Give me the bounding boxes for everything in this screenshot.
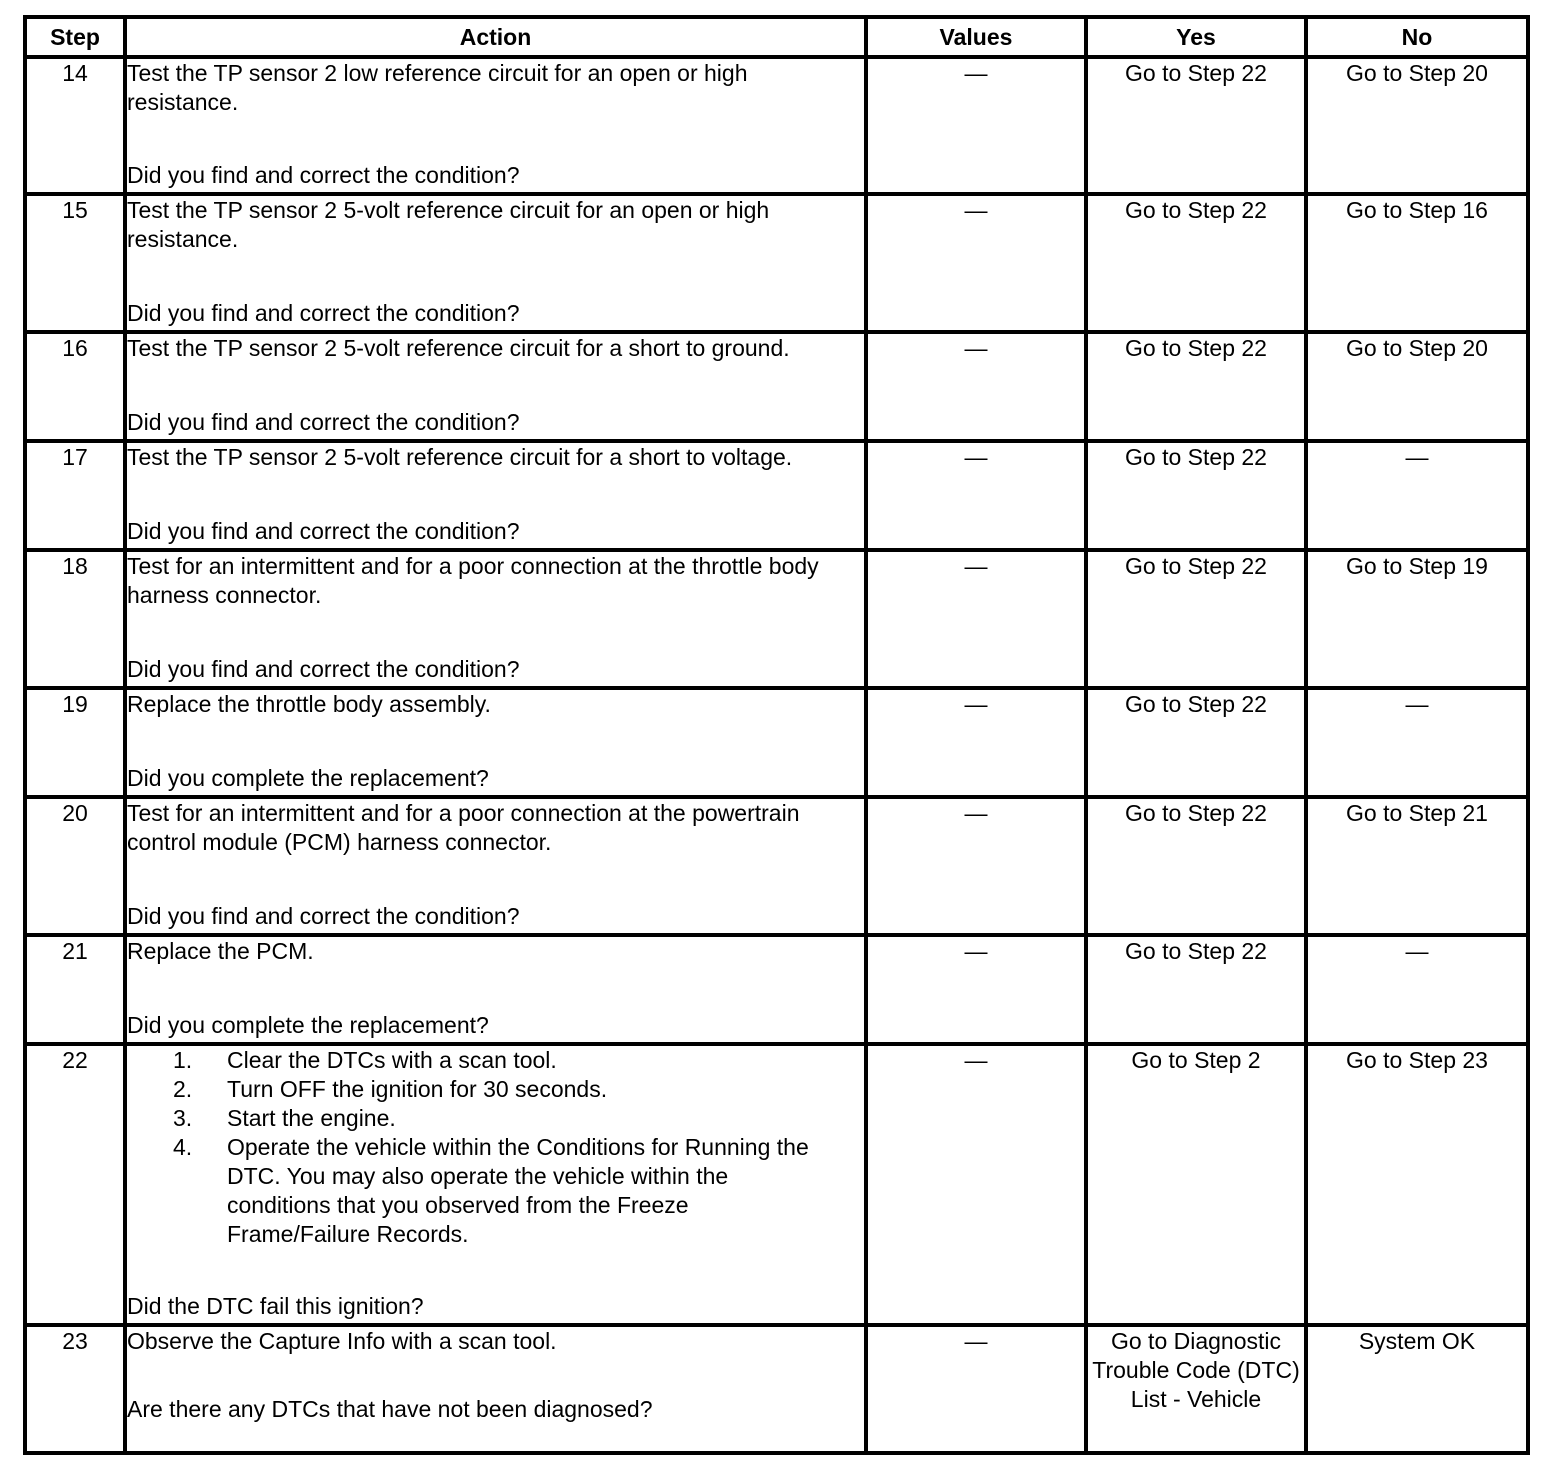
- header-step: Step: [25, 17, 125, 57]
- action-instruction: Test for an intermittent and for a poor connection at the powertrain control module (PCM) harness connector.: [127, 800, 800, 855]
- step-number: 23: [25, 1325, 125, 1453]
- list-item: [127, 1133, 864, 1249]
- action-cell: [125, 688, 866, 797]
- list-item: [127, 1104, 864, 1133]
- list-item-number: 2.: [173, 1076, 193, 1102]
- no-value: System OK: [1306, 1325, 1528, 1453]
- action-question: Did you find and correct the condition?: [127, 656, 520, 682]
- step-number: 15: [25, 194, 125, 332]
- action-question: Did you find and correct the condition?: [127, 162, 520, 188]
- values-cell: —: [866, 688, 1086, 797]
- step-number: 14: [25, 57, 125, 194]
- yes-link[interactable]: Go to Step 22: [1086, 57, 1306, 194]
- values-cell: —: [866, 550, 1086, 688]
- list-item: [127, 1046, 864, 1075]
- list-item-text: Start the engine.: [227, 1105, 396, 1131]
- action-instruction: Test the TP sensor 2 low reference circuit for an open or high resistance.: [127, 60, 748, 115]
- values-cell: —: [866, 1044, 1086, 1325]
- action-cell: [125, 550, 866, 688]
- action-cell: [125, 1044, 866, 1325]
- action-cell: [125, 935, 866, 1044]
- action-instruction: Test the TP sensor 2 5-volt reference circuit for a short to ground.: [127, 335, 790, 361]
- no-link[interactable]: Go to Step 20: [1306, 57, 1528, 194]
- table-row: [25, 332, 1528, 441]
- no-link[interactable]: Go to Step 19: [1306, 550, 1528, 688]
- list-item-text: Turn OFF the ignition for 30 seconds.: [227, 1076, 608, 1102]
- table-row: [25, 57, 1528, 194]
- action-cell: [125, 797, 866, 935]
- step-number: 22: [25, 1044, 125, 1325]
- list-item-text: Operate the vehicle within the Conditions for Running the DTC. You may also operate the vehicle within the conditions that you observed from the Freeze Frame/Failure Records.: [227, 1134, 809, 1247]
- diagnostic-table: [23, 15, 1530, 1455]
- header-yes: Yes: [1086, 17, 1306, 57]
- procedure-list: [127, 1046, 864, 1249]
- yes-link[interactable]: Go to Step 22: [1086, 332, 1306, 441]
- action-question: Did you find and correct the condition?: [127, 409, 520, 435]
- yes-link[interactable]: Go to Step 2: [1086, 1044, 1306, 1325]
- action-question: Did you find and correct the condition?: [127, 903, 520, 929]
- no-link[interactable]: Go to Step 21: [1306, 797, 1528, 935]
- action-cell: [125, 57, 866, 194]
- header-values: Values: [866, 17, 1086, 57]
- action-question: Did the DTC fail this ignition?: [127, 1293, 424, 1319]
- yes-link[interactable]: Go to Step 22: [1086, 550, 1306, 688]
- no-link[interactable]: Go to Step 20: [1306, 332, 1528, 441]
- step-number: 19: [25, 688, 125, 797]
- no-link[interactable]: Go to Step 16: [1306, 194, 1528, 332]
- table-row: [25, 1044, 1528, 1325]
- yes-link[interactable]: Go to Step 22: [1086, 688, 1306, 797]
- table-row: [25, 688, 1528, 797]
- values-cell: —: [866, 194, 1086, 332]
- no-value: —: [1306, 441, 1528, 550]
- step-number: 18: [25, 550, 125, 688]
- table-row: [25, 550, 1528, 688]
- yes-link[interactable]: Go to Step 22: [1086, 194, 1306, 332]
- list-item-number: 3.: [173, 1105, 193, 1131]
- action-instruction: Observe the Capture Info with a scan tool.: [127, 1328, 557, 1354]
- no-value: —: [1306, 935, 1528, 1044]
- step-number: 20: [25, 797, 125, 935]
- table-row: [25, 194, 1528, 332]
- values-cell: —: [866, 332, 1086, 441]
- yes-link[interactable]: Go to Step 22: [1086, 797, 1306, 935]
- header-row: [25, 17, 1528, 57]
- values-cell: —: [866, 935, 1086, 1044]
- list-item-number: 1.: [173, 1047, 193, 1073]
- list-item-text: Clear the DTCs with a scan tool.: [227, 1047, 557, 1073]
- action-instruction: Test for an intermittent and for a poor connection at the throttle body harness connector.: [127, 553, 819, 608]
- action-cell: [125, 194, 866, 332]
- action-instruction: Test the TP sensor 2 5-volt reference circuit for a short to voltage.: [127, 444, 793, 470]
- step-number: 21: [25, 935, 125, 1044]
- action-cell: [125, 441, 866, 550]
- values-cell: —: [866, 797, 1086, 935]
- action-question: Did you find and correct the condition?: [127, 518, 520, 544]
- list-item: [127, 1075, 864, 1104]
- header-no: No: [1306, 17, 1528, 57]
- yes-link[interactable]: Go to Step 22: [1086, 441, 1306, 550]
- values-cell: —: [866, 1325, 1086, 1453]
- action-question: Did you complete the replacement?: [127, 1012, 489, 1038]
- header-action: Action: [125, 17, 866, 57]
- yes-link[interactable]: Go to Step 22: [1086, 935, 1306, 1044]
- values-cell: —: [866, 57, 1086, 194]
- action-question: Are there any DTCs that have not been diagnosed?: [127, 1396, 653, 1422]
- list-item-number: 4.: [173, 1134, 193, 1160]
- values-cell: —: [866, 441, 1086, 550]
- table-row: [25, 797, 1528, 935]
- action-question: Did you find and correct the condition?: [127, 300, 520, 326]
- table-row: [25, 1325, 1528, 1453]
- action-cell: [125, 332, 866, 441]
- action-instruction: Replace the PCM.: [127, 938, 314, 964]
- no-link[interactable]: Go to Step 23: [1306, 1044, 1528, 1325]
- action-instruction: Test the TP sensor 2 5-volt reference circuit for an open or high resistance.: [127, 197, 770, 252]
- action-cell: [125, 1325, 866, 1453]
- action-question: Did you complete the replacement?: [127, 765, 489, 791]
- table-row: [25, 935, 1528, 1044]
- yes-link[interactable]: Go to Diagnostic Trouble Code (DTC) List - Vehicle: [1086, 1325, 1306, 1453]
- no-value: —: [1306, 688, 1528, 797]
- step-number: 16: [25, 332, 125, 441]
- step-number: 17: [25, 441, 125, 550]
- action-instruction: Replace the throttle body assembly.: [127, 691, 491, 717]
- table-row: [25, 441, 1528, 550]
